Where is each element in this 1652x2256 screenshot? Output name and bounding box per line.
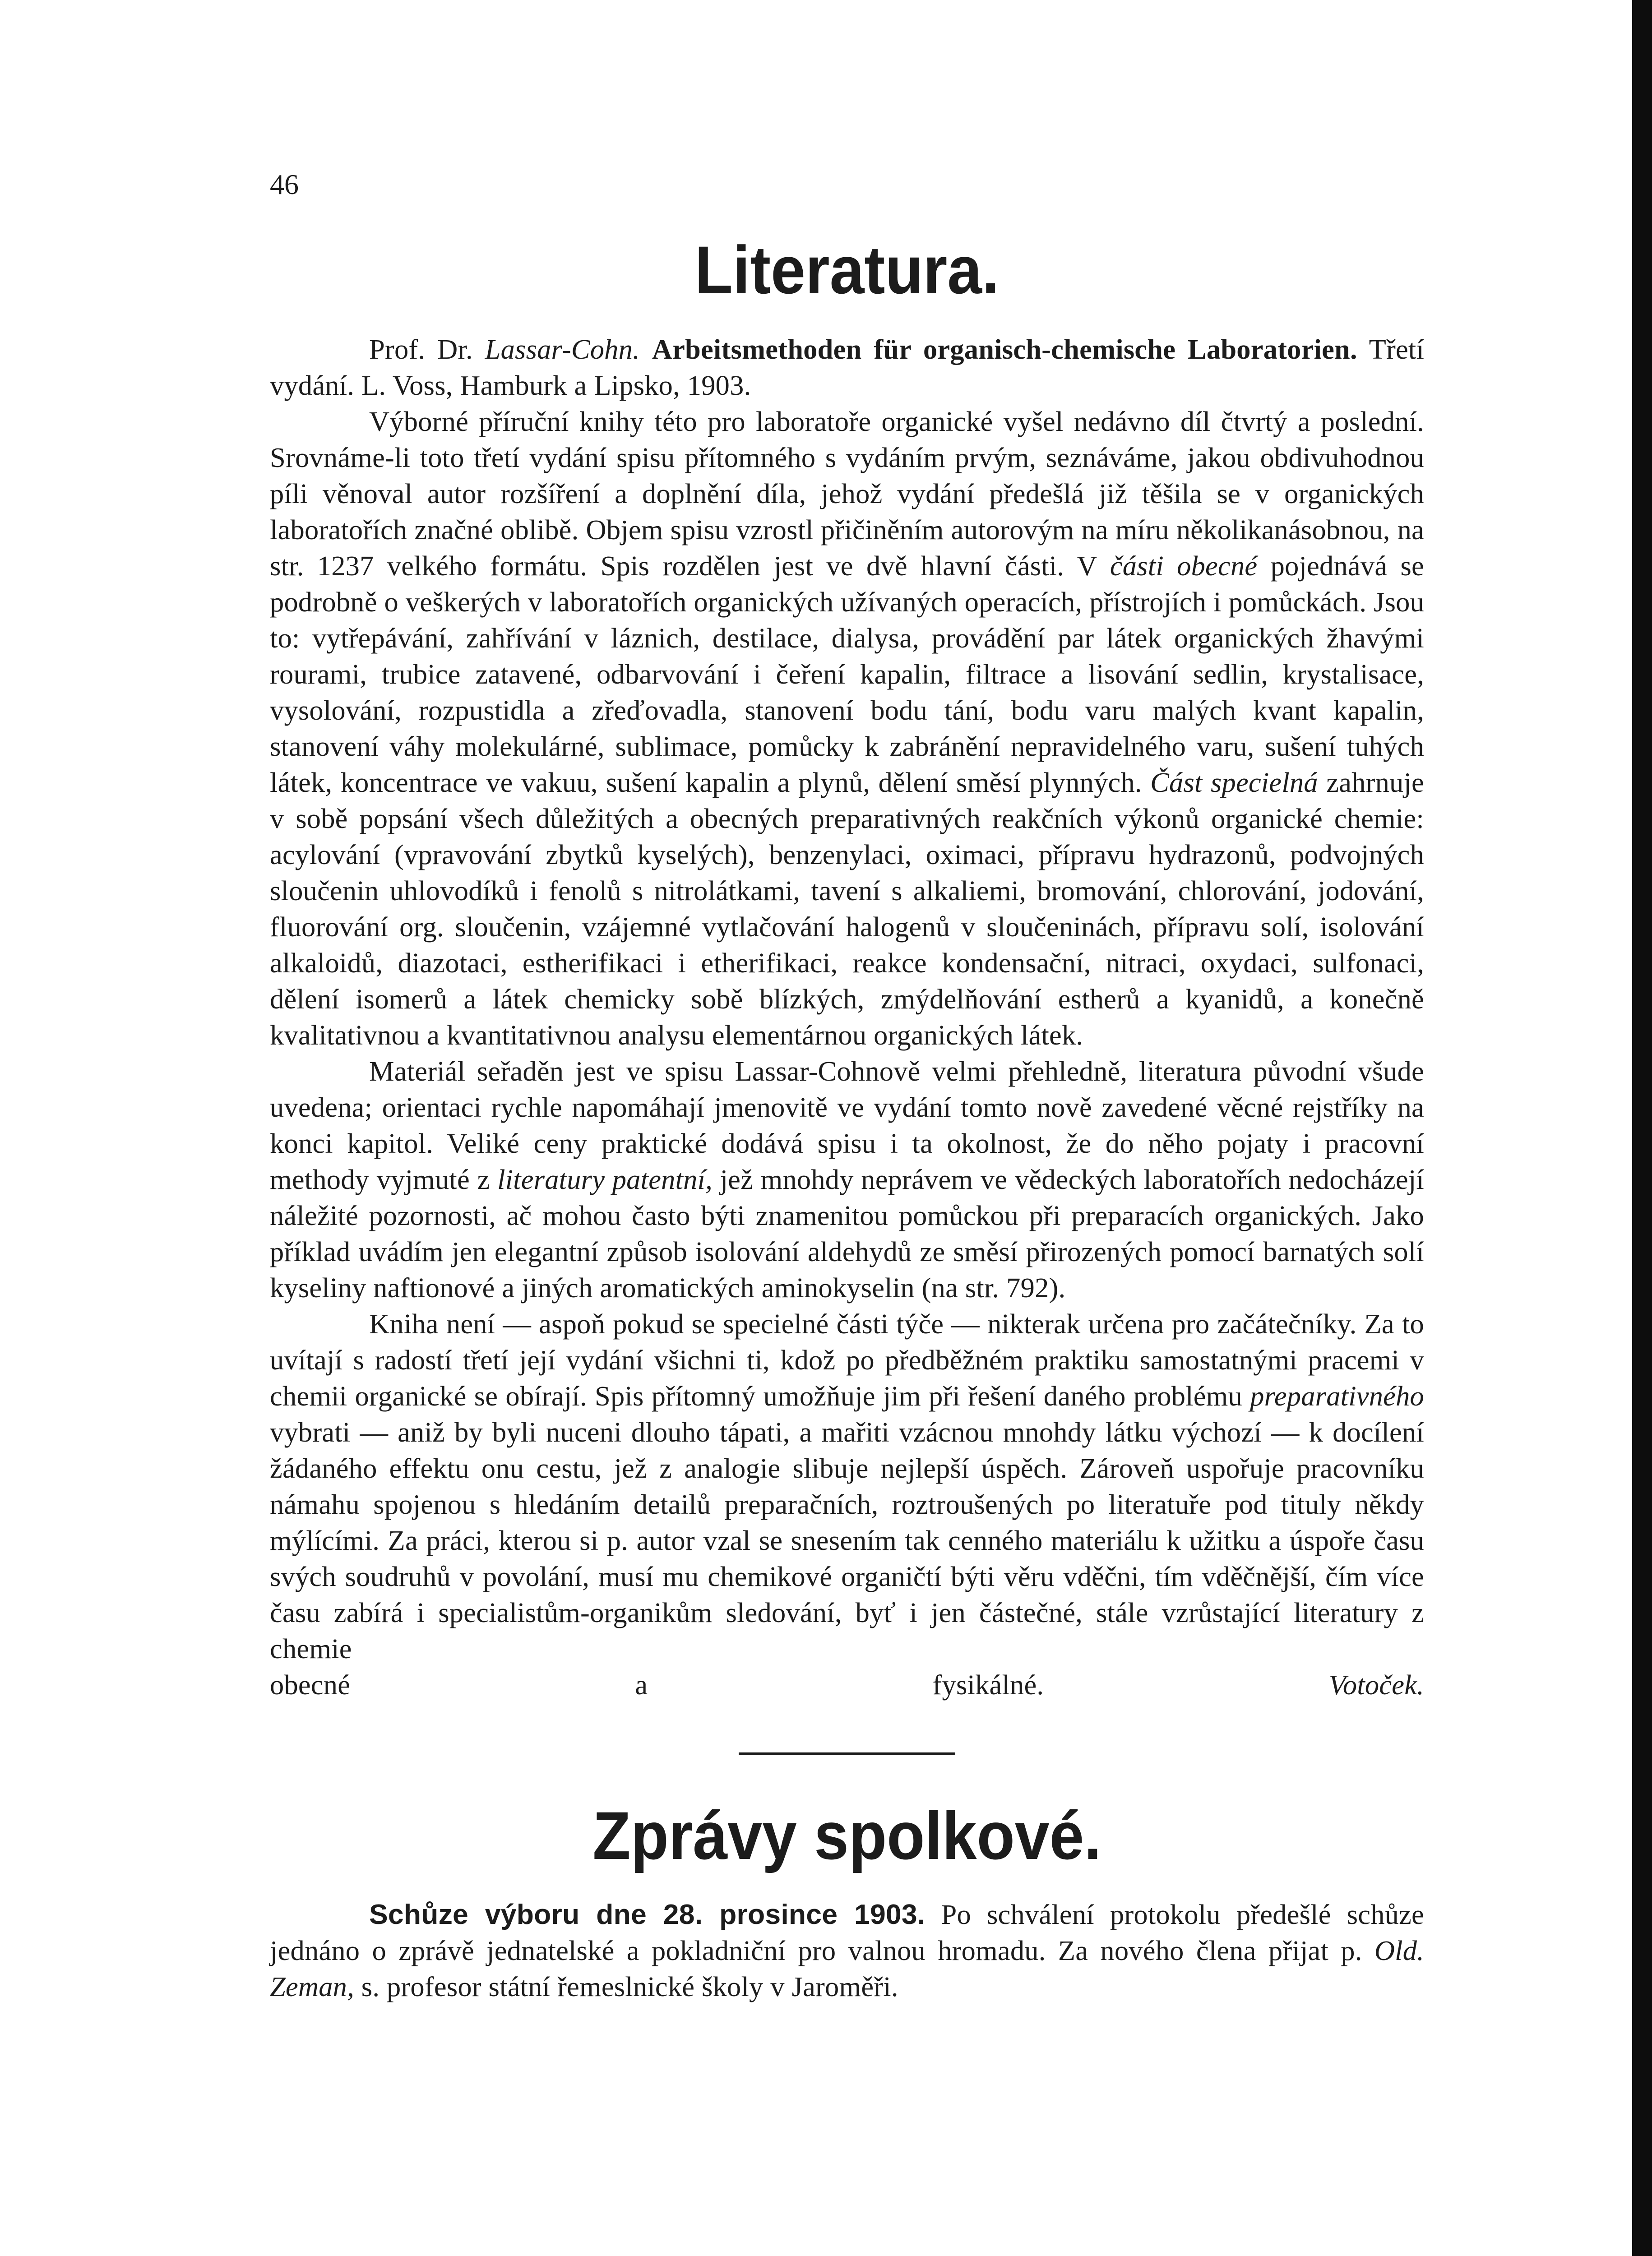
review-text: Materiál seřaděn jest ve spisu Lassar-Cohnově velmi přehledně, literatura původní všude uvedena; orientaci rychle napomáhají jmenovitě ve vydání tomto nově zavedené věcné rejstříky na konci kapitol. Veliké ceny praktické dodává spisu i ta okolnost, že do něho pojaty i pracovní methody vyjmuté z — [270, 1055, 1424, 1195]
review-emphasis: části obecné — [1110, 550, 1258, 582]
review-emphasis: literatury patentní, — [497, 1163, 713, 1195]
literature-section — [270, 331, 1424, 1703]
page-number: 46 — [270, 168, 299, 200]
review-closing-line — [270, 1667, 1424, 1703]
book-citation — [270, 331, 1424, 403]
citation-author: Lassar-Cohn. — [485, 333, 640, 365]
society-news-heading: Zprávy spolkové. — [592, 1797, 1101, 1873]
review-signature: Votoček. — [1328, 1669, 1424, 1701]
citation-edition: Třetí vydání. L. Voss, Hamburk a Lipsko, 1903. — [270, 333, 1425, 401]
review-paragraph-1 — [270, 403, 1424, 1053]
meeting-text: Po schválení protokolu předešlé schůze jednáno o zprávě jednatelské a pokladniční pro valnou hromadu. Za nového člena přijat p. — [270, 1899, 1424, 1966]
review-text: Kniha není — aspoň pokud se specielné části týče — nikterak určena pro začátečníky. Za to uvítají s radostí třetí její vydání všichni ti, kdož po předběžném praktiku samostatnými pracemi v chemii organické se obírají. Spis přítomný umožňuje jim při řešení daného problému — [270, 1308, 1424, 1412]
review-paragraph-2 — [270, 1053, 1424, 1306]
review-text: Výborné příruční knihy této pro laboratoře organické vyšel nedávno díl čtvrtý a poslední. Srovnáme-li toto třetí vydání spisu přítomného s vydáním prvým, seznáváme, jakou obdivuhodnou píli věnoval autor rozšíření a doplnění díla, jehož vydání předešlá již těšila se v organických laboratořích značné oblibě. Objem spisu vzrostl přičiněním autorovým na míru několikanásobnou, na str. 1237 velkého formátu. Spis rozdělen jest ve dvě hlavní části. V — [270, 405, 1424, 582]
review-text: jež mnohdy neprávem ve vědeckých laboratořích nedocházejí náležité pozornosti, ač mohou často býti znamenitou pomůckou při preparacích organických. Jako příklad uvádím jen elegantní způsob isolování aldehydů ze směsí přirozených pomocí barnatých solí kyseliny naftionové a jiných aromatických aminokyselin (na str. 792). — [270, 1163, 1424, 1304]
review-text: pojednává se podrobně o veškerých v laboratořích organických užívaných operacích, přístrojích i pomůckách. Jsou to: vytřepávání, zahřívání v láznich, destilace, dialysa, provádění par látek organických žhavými rourami, trubice zatavené, odbarvování i čeření kapalin, filtrace a lisování sedlin, krystalisace, vysolování, rozpustidla a zřeďovadla, stanovení bodu tání, bodu varu malých kvant kapalin, stanovení váhy molekulárné, sublimace, pomůcky k zabránění nepravidelného varu, sušení tuhých látek, koncentrace ve vakuu, sušení kapalin a plynů, dělení směsí plynných. — [270, 550, 1425, 798]
society-section — [270, 1896, 1424, 2005]
citation-title: Arbeitsmethoden für organisch-chemische Laboratorien. — [652, 333, 1357, 365]
meeting-label: Schůze výboru dne 28. prosince 1903. — [369, 1899, 925, 1930]
section-divider — [739, 1752, 955, 1755]
citation-author-prefix: Prof. Dr. — [369, 333, 473, 365]
review-text: zahrnuje v sobě popsání všech důležitých a obecných preparativných reakčních výkonů organické chemie: acylování (vpravování zbytků kyselých), benzenylaci, oximaci, přípravu hydrazonů, podvojných sloučenin uhlovodíků i fenolů s nitrolátkami, tavení s alkaliemi, bromování, chlorování, jodování, fluorování org. sloučenin, vzájemné vytlačování halogenů v sloučeninách, přípravu solí, isolování alkaloidů, diazotaci, estherifikaci i etherifikaci, reakce kondensační, nitraci, oxydaci, sulfonaci, dělení isomerů a látek chemicky sobě blízkých, zmýdelňování estherů a kyanidů, a konečně kvalitativnou a kvantitativnou analysu elementárnou organických látek. — [270, 766, 1424, 1051]
review-text: obecné a fysikálné. — [270, 1669, 1044, 1701]
review-text: vybrati — aniž by byli nuceni dlouho tápati, a mařiti vzácnou mnohdy látku výchozí — k docílení žádaného effektu onu cestu, jež z analogie slibuje nejlepší úspěch. Zároveň uspořuje pracovníku námahu spojenou s hledáním detailů preparačních, roztroušených po literatuře pod tituly někdy mýlícími. Za práci, kterou si p. autor vzal se snesením tak cenného materiálu k užitku a úspoře času svých soudruhů v povolání, musí mu chemikové organičtí býti věru vděčni, tím vděčnější, čím více času zabírá i specialistům-organikům sledování, byť i jen částečné, stále vzrůstající literatury z chemie — [270, 1416, 1424, 1664]
review-paragraph-3 — [270, 1306, 1424, 1667]
scan-edge-bar — [1632, 0, 1652, 2256]
literature-heading: Literatura. — [694, 232, 1000, 308]
meeting-report — [270, 1896, 1424, 2005]
review-emphasis: preparativného — [1250, 1380, 1424, 1412]
page-content — [270, 232, 1425, 2005]
review-emphasis: Část specielná — [1150, 766, 1318, 798]
meeting-text-end: s. profesor státní řemeslnické školy v Jaroměři. — [361, 1971, 898, 2002]
new-member-name: Old. Zeman, — [270, 1935, 1425, 2002]
